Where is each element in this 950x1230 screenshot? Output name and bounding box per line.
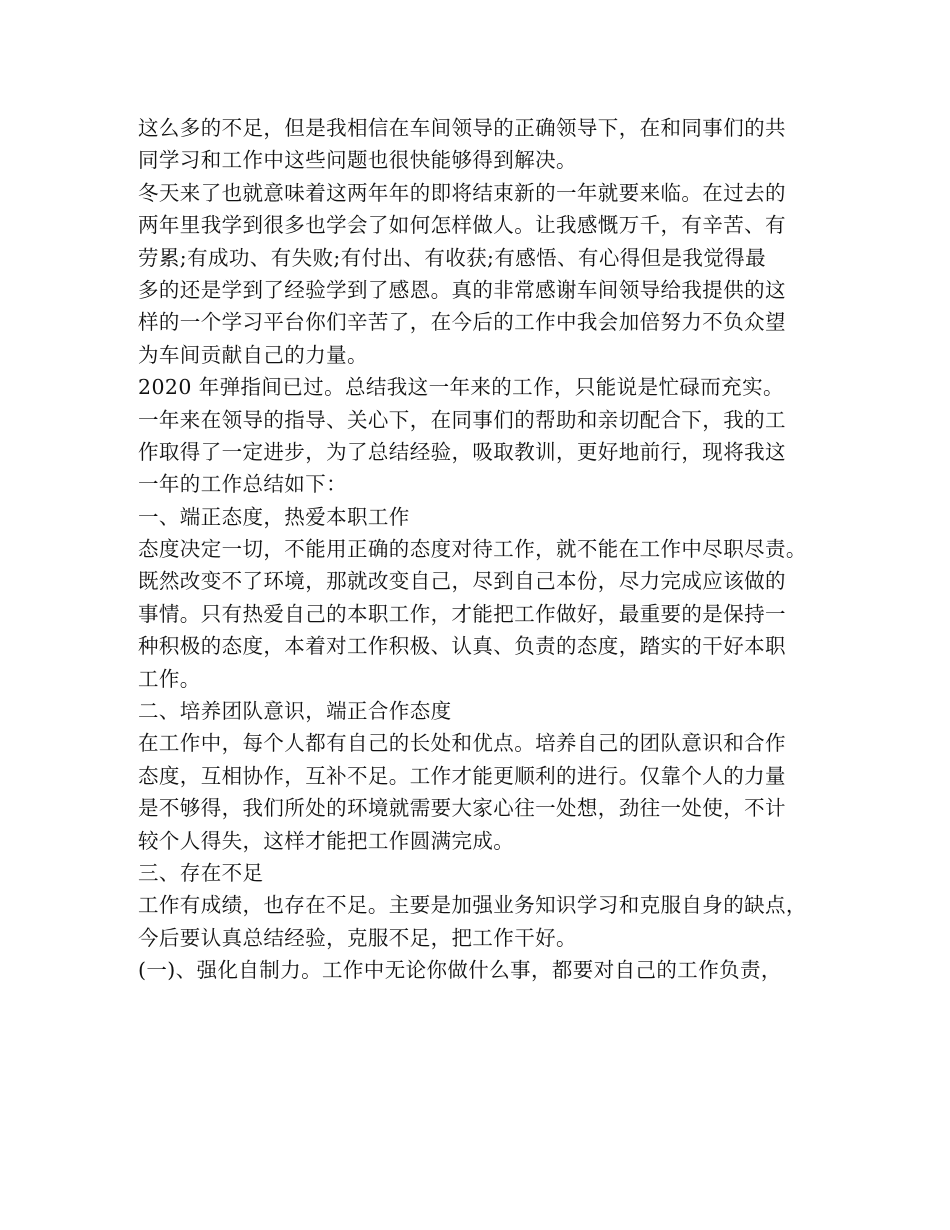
- text-line: 样的一个学习平台你们辛苦了，在今后的工作中我会加倍努力不负众望: [138, 310, 786, 335]
- text-line: 同学习和工作中这些问题也很快能够得到解决。: [138, 148, 577, 173]
- text-line: 为车间贡献自己的力量。: [138, 342, 368, 367]
- text-line: 在工作中，每个人都有自己的长处和优点。培养自己的团队意识和合作: [138, 731, 786, 756]
- text-line: 这么多的不足，但是我相信在车间领导的正确领导下，在和同事们的共: [138, 116, 786, 140]
- text-line: 是不够得，我们所处的环境就需要大家心往一处想，劲往一处使，不计: [138, 796, 786, 821]
- text-line: 作取得了一定进步，为了总结经验，吸取教训，更好地前行，现将我这: [138, 439, 786, 464]
- text-line: 一年来在领导的指导、关心下，在同事们的帮助和亲切配合下，我的工: [138, 407, 786, 432]
- text-line: 既然改变不了环境，那就改变自己，尽到自己本份，尽力完成应该做的: [138, 569, 786, 594]
- text-line: 事情。只有热爱自己的本职工作，才能把工作做好，最重要的是保持一: [138, 601, 786, 626]
- text-line: 种积极的态度，本着对工作积极、认真、负责的态度，踏实的干好本职: [138, 634, 786, 659]
- section-heading: 一、端正态度，热爱本职工作: [138, 504, 410, 529]
- text-line: 冬天来了也就意味着这两年年的即将结束新的一年就要来临。在过去的: [138, 180, 786, 205]
- text-line: 多的还是学到了经验学到了感恩。真的非常感谢车间领导给我提供的这: [138, 277, 786, 302]
- text-line: 工作。: [138, 666, 201, 691]
- text-line: 今后要认真总结经验，克服不足，把工作干好。: [138, 925, 577, 950]
- text-line: 两年里我学到很多也学会了如何怎样做人。让我感慨万千，有辛苦、有: [138, 213, 786, 238]
- section-heading: 二、培养团队意识，端正合作态度: [138, 699, 452, 724]
- text-line: (一)、强化自制力。工作中无论你做什么事，都要对自己的工作负责，: [138, 958, 782, 983]
- section-heading: 三、存在不足: [138, 860, 264, 885]
- text-line: 一年的工作总结如下：: [138, 472, 347, 497]
- text-line: 态度，互相协作，互补不足。工作才能更顺利的进行。仅靠个人的力量: [138, 763, 786, 788]
- document-body: [138, 112, 828, 987]
- text-line: 劳累;有成功、有失败;有付出、有收获;有感悟、有心得但是我觉得最: [138, 245, 767, 270]
- text-line: 较个人得失，这样才能把工作圆满完成。: [138, 828, 515, 853]
- text-line: 2020 年弹指间已过。总结我这一年来的工作，只能说是忙碌而充实。: [138, 375, 784, 400]
- text-line: 工作有成绩，也存在不足。主要是加强业务知识学习和克服自身的缺点，: [138, 893, 807, 918]
- text-line: 态度决定一切，不能用正确的态度对待工作，就不能在工作中尽职尽责。: [138, 537, 807, 562]
